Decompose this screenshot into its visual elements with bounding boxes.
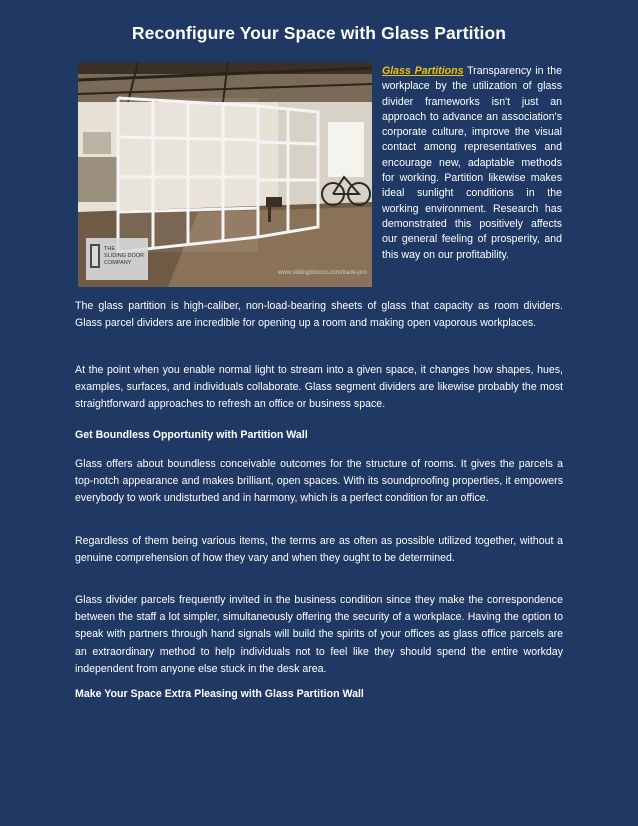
logo-text-line3: COMPANY [104,260,132,266]
page-title: Reconfigure Your Space with Glass Partition [131,23,507,43]
logo-text-line1: THE [104,246,115,252]
section-heading-2: Make Your Space Extra Pleasing with Glass Partition Wall [75,688,364,700]
intro-text: Transparency in the workplace by the utilization of glass divider frameworks isn't just an approach to advance an association's corporate culture, improve the visual contact among representatives and encourage new, adaptable methods for working. Partition likewise makes ideal sunlight conditions in the working environment. Research has demonstrated this positively affects our general feeling of prosperity, and this way on our profitability. [382,65,562,261]
office-glass-partition-photo [78,62,372,287]
paragraph-2: At the point when you enable normal light to stream into a given space, it changes how shapes, hues, examples, surfaces, and individuals collaborate. Glass segment dividers are likewise probably the most straightforward approaches to refresh an office or business space. [75,364,563,411]
paragraph-4: Regardless of them being various items, the terms are as often as possible utilized together, without a genuine comprehension of how they vary and when they ought to be determined. [75,535,563,565]
section-heading-1: Get Boundless Opportunity with Partition Wall [75,429,308,441]
paragraph-1: The glass partition is high-caliber, non-load-bearing sheets of glass that capacity as room dividers. Glass parcel dividers are incredible for opening up a room and making open vaporous workplaces. [75,300,563,330]
photo-illustration [78,62,372,287]
paragraph-5: Glass divider parcels frequently invited in the business condition since they make the correspondence between the staff a lot simpler, simultaneously offering the security of a workplace. Having the option to speak with partners through hand signals will build the spirits of your offices as glass office parcels are an extraordinary method to help individuals not to feel like they should spend the entire workday independent from anyone else stuck in the desk area. [75,594,563,675]
intro-paragraph [382,64,562,263]
photo-watermark: www.slidingdoorco.com/trade-pro [278,270,367,276]
paragraph-3: Glass offers about boundless conceivable outcomes for the structure of rooms. It gives the parcels a top-notch appearance and makes brilliant, open spaces. With its soundproofing properties, it empowers everybody to work undisturbed and in harmony, which is a perfect condition for an office. [75,458,563,505]
glass-partitions-link[interactable]: Glass Partitions [382,65,464,77]
logo-text-line2: SLIDING DOOR [104,253,145,259]
